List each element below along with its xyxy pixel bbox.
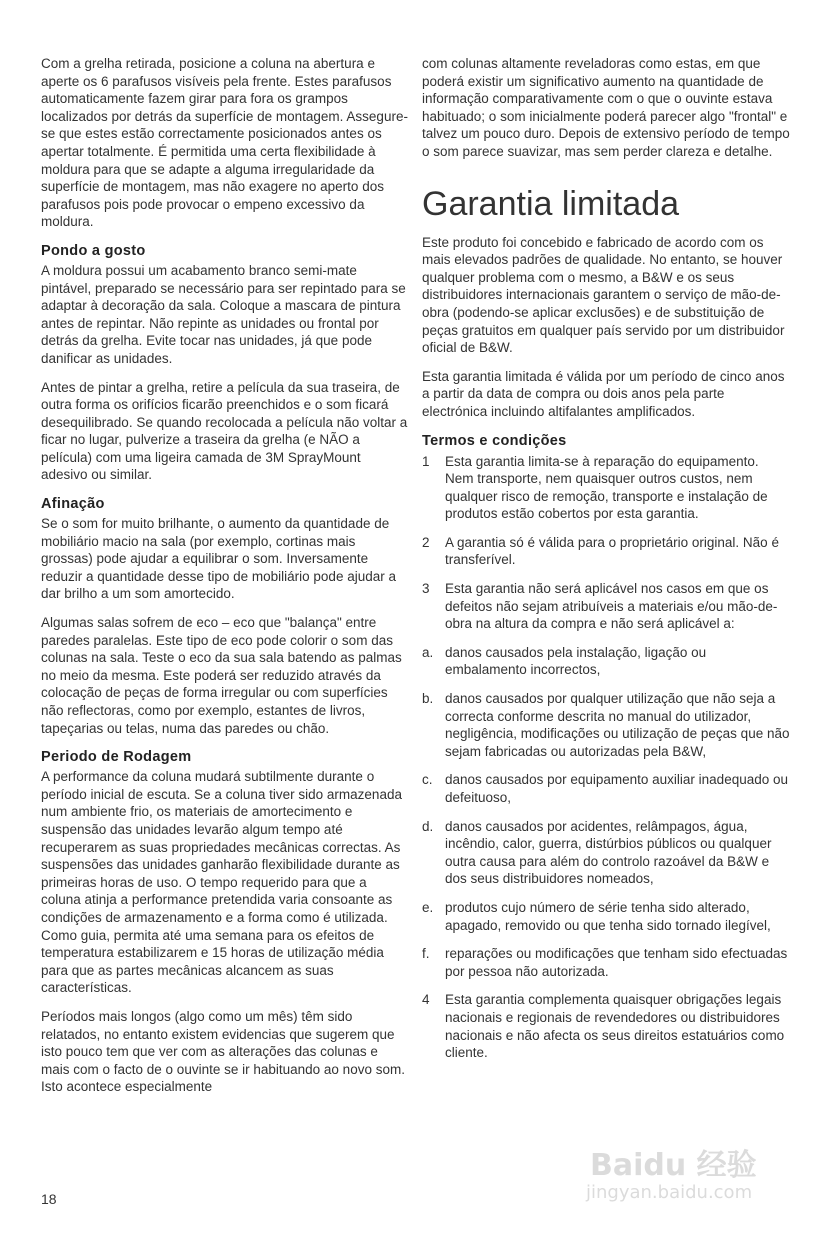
list-marker: c. — [422, 772, 433, 788]
list-item-text: Esta garantia não será aplicável nos casos em que os defeitos não sejam atribuíveis a materiais e/ou mão-de-obra na altura da compra e não será aplicável a: — [445, 581, 778, 632]
list-item — [422, 534, 790, 569]
list-item — [422, 945, 790, 980]
list-item — [422, 690, 790, 760]
section-heading-afinacao: Afinação — [41, 496, 105, 513]
list-item — [422, 580, 790, 633]
paragraph: Esta garantia limitada é válida por um período de cinco anos a partir da data de compra ou dois anos pela parte electrónica incluindo altifalantes amplificados. — [422, 368, 785, 419]
list-marker: d. — [422, 818, 434, 834]
page-number: 18 — [41, 1191, 57, 1207]
watermark-logo-text: Baidu 经验 — [590, 1148, 757, 1183]
list-item — [422, 644, 790, 679]
paragraph: A moldura possui um acabamento branco semi-mate pintável, preparado se necessário para ser repintado para se adaptar à decoração da sala. Coloque a mascara de pintura antes de repintar. Não repinte as unidades ou frontal por detrás da grelha. Evite tocar nas unidades, já que pode danificar as unidades. — [41, 262, 406, 366]
list-marker: f. — [422, 946, 430, 962]
continuation-paragraph: com colunas altamente reveladoras como estas, em que poderá existir um significativo aumento na quantidade de informação comparativamente com o que o ouvinte estava habituado; o som inicialmente poderá parecer algo "frontal" e talvez um pouco duro. Depois de extensivo período de tempo o som parece suavizar, mas sem perder clareza e detalhe. — [422, 56, 790, 159]
paragraph: Períodos mais longos (algo como um mês) têm sido relatados, no entanto existem evidencias que sugerem que isto pouco tem que ver com as alterações das colunas e mais com o facto de o ouvinte se ir habituando ao novo som. Isto acontece especialmente — [41, 1008, 405, 1095]
list-item — [422, 899, 790, 934]
list-marker: 2 — [422, 534, 430, 550]
list-item-text: danos causados por acidentes, relâmpagos, água, incêndio, calor, guerra, distúrbios públicos ou qualquer outra causa para além do controlo razoável da B&W e dos seus distribuidores nomeados, — [445, 818, 772, 887]
list-marker: 4 — [422, 992, 430, 1008]
terms-list — [422, 453, 790, 1062]
section-heading-periodo-de-rodagem: Periodo de Rodagem — [41, 749, 192, 766]
paragraph: Se o som for muito brilhante, o aumento da quantidade de mobiliário macio na sala (por exemplo, cortinas mais grossas) pode ajudar a equilibrar o som. Inversamente reduzir a quantidade desse tipo de mobiliário pode ajudar a dar brilho a um som amortecido. — [41, 516, 396, 602]
list-marker: 1 — [422, 453, 430, 469]
list-item — [422, 991, 790, 1061]
paragraph: Algumas salas sofrem de eco – eco que "balança" entre paredes paralelas. Este tipo de eco pode colorir o som das colunas na sala. Teste o eco da sua sala batendo as palmas no meio da mesma. Este poderá ser reduzido através da colocação de peças de forma irregular ou com superfícies não reflectoras, como por exemplo, estantes de livros, tapeçarias ou telas, numa das paredes ou chão. — [41, 615, 402, 736]
list-item — [422, 453, 790, 523]
list-item — [422, 818, 790, 888]
paragraph: Este produto foi concebido e fabricado de acordo com os mais elevados padrões de qualidade. No entanto, se houver qualquer problema com o mesmo, a B&W e os seus distribuidores internacionais garantem o serviço de mão-de-obra (podendo-se aplicar exclusões) e de substituição de peças gratuitos em qualquer país servido por um distribuidor oficial de B&W. — [422, 234, 785, 356]
list-item-text: A garantia só é válida para o proprietário original. Não é transferível. — [445, 534, 779, 568]
list-item-text: danos causados por equipamento auxiliar inadequado ou defeituoso, — [445, 772, 789, 805]
list-item-text: reparações ou modificações que tenham sido efectuadas por pessoa não autorizada. — [445, 946, 788, 979]
list-item-text: danos causados pela instalação, ligação ou embalamento incorrectos, — [445, 644, 707, 678]
watermark — [586, 1140, 786, 1210]
list-marker: a. — [422, 644, 434, 660]
section-heading-pondo-a-gosto: Pondo a gosto — [41, 242, 146, 259]
paragraph: Antes de pintar a grelha, retire a película da sua traseira, de outra forma os orifícios ficarão preenchidos e o som ficará desequilibrado. Se quando recolocada a película não voltar a ficar no lugar, pulverize a traseira da grelha (e NÃO a película) com uma ligeira camada de 3M SprayMount adesivo ou similar. — [41, 379, 408, 483]
section-heading-termos: Termos e condições — [422, 432, 567, 449]
list-item-text: Esta garantia complementa quaisquer obrigações legais nacionais e regionais de revendedores ou distribuidores nacionais e não afecta os seus direitos estatuários como cliente. — [445, 992, 785, 1061]
list-item-text: Esta garantia limita-se à reparação do equipamento. Nem transporte, nem quaisquer outros custos, nem qualquer risco de remoção, transporte e instalação de produtos estão cobertos por esta garantia. — [445, 453, 768, 522]
list-item — [422, 771, 790, 806]
right-column — [422, 55, 790, 1073]
list-item-text: danos causados por qualquer utilização que não seja a correcta conforme descrita no manual do utilizador, negligência, modificações ou utilização de peças que não sejam fabricadas ou autorizadas pela B&W, — [445, 691, 790, 759]
paragraph: A performance da coluna mudará subtilmente durante o período inicial de escuta. Se a coluna tiver sido armazenada num ambiente frio, os materiais de amortecimento e suspensão das unidades levarão algum tempo até recuperarem as suas propriedades mecânicas correctas. As suspensões das unidades ganharão flexibilidade durante as primeiras horas de uso. O tempo requerido para que a coluna atinja a performance pretendida varia consoante as condições de armazenamento e a forma como é utilizada. Como guia, permita até uma semana para os efeitos de temperatura estabilizarem e 15 horas de utilização média para que as partes mecânicas alcancem as suas características. — [41, 769, 402, 996]
page-title: Garantia limitada — [422, 184, 680, 223]
left-column — [41, 55, 409, 1107]
list-marker: 3 — [422, 581, 430, 597]
list-item-text: produtos cujo número de série tenha sido alterado, apagado, removido ou que tenha sido tornado ilegível, — [445, 899, 771, 933]
intro-paragraph: Com a grelha retirada, posicione a coluna na abertura e aperte os 6 parafusos visíveis pela frente. Estes parafusos automaticamente fazem girar para fora os grampos localizados por detrás da superfície de montagem. Assegure-se que estes estão correctamente posicionados antes os apertar totalmente. É permitida uma certa flexibilidade à moldura para que se adapte a alguma irregularidade da superfície de montagem, mas não exagere no aperto dos parafusos pois pode provocar o empeno excessivo da moldura. — [41, 56, 408, 230]
list-marker: b. — [422, 691, 434, 707]
watermark-url: jingyan.baidu.com — [586, 1182, 753, 1203]
list-marker: e. — [422, 899, 434, 915]
